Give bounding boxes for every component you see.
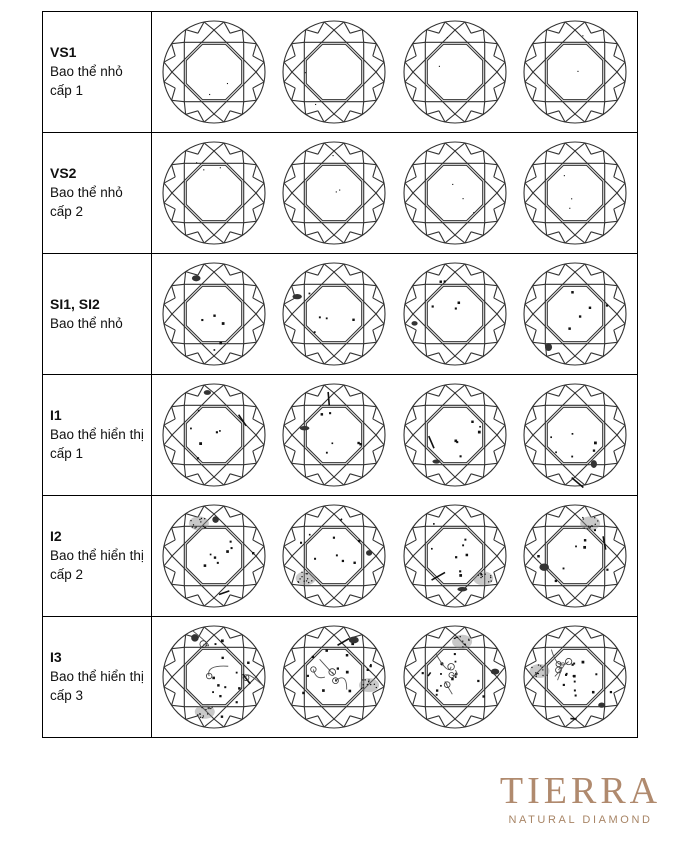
diamond-diagram <box>279 622 389 732</box>
grade-label-cell <box>43 254 152 375</box>
diamond-diagram <box>520 380 630 490</box>
diamond-diagrams-cell <box>152 254 638 375</box>
grade-row <box>43 133 638 254</box>
grade-label-cell <box>43 133 152 254</box>
diamond-diagrams <box>152 259 637 369</box>
grade-code: VS1 <box>50 44 77 60</box>
diamond-diagrams-cell <box>152 496 638 617</box>
grade-description: Bao thể nhỏ cấp 2 <box>50 185 123 219</box>
diamond-diagram <box>279 501 389 611</box>
diamond-diagram <box>400 17 510 127</box>
diamond-diagram <box>159 501 269 611</box>
grade-code: SI1, SI2 <box>50 295 100 312</box>
grade-label-cell <box>43 617 152 738</box>
diamond-diagram <box>400 380 510 490</box>
diamond-diagram <box>400 622 510 732</box>
diamond-diagrams <box>152 17 637 127</box>
diamond-diagram <box>159 17 269 127</box>
grade-row <box>43 375 638 496</box>
grade-row <box>43 496 638 617</box>
diamond-diagram <box>279 138 389 248</box>
diamond-diagrams <box>152 501 637 611</box>
diamond-diagrams <box>152 380 637 490</box>
diamond-diagram <box>279 259 389 369</box>
grade-code: I1 <box>50 407 62 423</box>
grade-description: Bao thể nhỏ <box>50 315 123 331</box>
logo-name: TIERRA <box>499 770 662 812</box>
diamond-diagrams-cell <box>152 133 638 254</box>
logo-tagline: NATURAL DIAMOND <box>508 814 653 826</box>
diamond-diagram <box>400 138 510 248</box>
tierra-logo <box>488 770 673 826</box>
diamond-diagrams-cell <box>152 12 638 133</box>
diamond-diagrams <box>152 138 637 248</box>
grade-table-body <box>43 12 638 738</box>
grade-label-cell <box>43 12 152 133</box>
diamond-diagram <box>520 259 630 369</box>
grade-row <box>43 617 638 738</box>
grade-row <box>43 254 638 375</box>
diamond-diagram <box>520 501 630 611</box>
diamond-diagrams-cell <box>152 375 638 496</box>
grade-description: Bao thể hiển thị cấp 1 <box>50 427 144 461</box>
diamond-diagram <box>400 259 510 369</box>
diamond-diagram <box>520 622 630 732</box>
grade-code: I3 <box>50 649 62 665</box>
diamond-diagram <box>520 138 630 248</box>
clarity-grade-table <box>42 11 638 738</box>
grade-label-cell <box>43 375 152 496</box>
diamond-diagrams <box>152 622 637 732</box>
grade-description: Bao thể hiển thị cấp 3 <box>50 669 144 703</box>
diamond-diagram <box>279 17 389 127</box>
diamond-diagram <box>159 259 269 369</box>
diamond-diagram <box>400 501 510 611</box>
grade-code: VS2 <box>50 165 77 181</box>
diamond-diagram <box>159 138 269 248</box>
grade-label-cell <box>43 496 152 617</box>
diamond-diagram <box>159 622 269 732</box>
grade-code: I2 <box>50 528 62 544</box>
grade-description: Bao thể hiển thị cấp 2 <box>50 548 144 582</box>
diamond-diagram <box>159 380 269 490</box>
diamond-diagram <box>279 380 389 490</box>
grade-description: Bao thể nhỏ cấp 1 <box>50 64 123 98</box>
diamond-diagram <box>520 17 630 127</box>
grade-row <box>43 12 638 133</box>
diamond-diagrams-cell <box>152 617 638 738</box>
